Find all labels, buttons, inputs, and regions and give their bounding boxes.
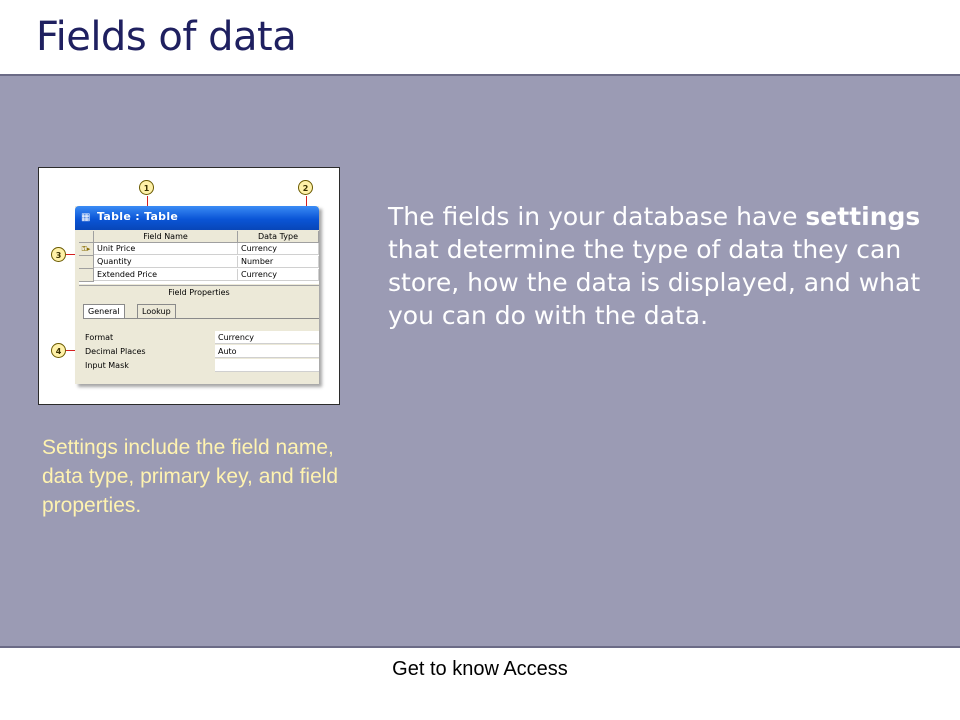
field-name-cell[interactable]: Quantity xyxy=(94,256,238,268)
data-type-header: Data Type xyxy=(238,231,319,243)
grid-header-selector xyxy=(79,231,94,243)
callout-3: 3 xyxy=(51,247,66,262)
field-properties-panel xyxy=(83,318,319,375)
field-name-header: Field Name xyxy=(94,231,238,243)
bottom-divider xyxy=(0,646,960,648)
body-text-rest: that determine the type of data they can store, how the data is displayed, and what you can do with the data. xyxy=(388,235,921,330)
row-selector xyxy=(79,269,94,282)
body-text-intro: The fields in your database have xyxy=(388,202,806,231)
property-value-input-mask[interactable] xyxy=(215,359,319,372)
callout-1: 1 xyxy=(139,180,154,195)
callout-4: 4 xyxy=(51,343,66,358)
callout-2: 2 xyxy=(298,180,313,195)
field-grid xyxy=(79,231,319,284)
data-type-cell[interactable]: Currency xyxy=(238,243,319,255)
key-icon: ⚿▸ xyxy=(79,243,94,256)
data-type-cell[interactable]: Currency xyxy=(238,269,319,281)
data-type-cell[interactable]: Number xyxy=(238,256,319,268)
field-properties-header: Field Properties xyxy=(79,285,319,299)
field-name-cell[interactable]: Unit Price xyxy=(94,243,238,255)
screenshot-caption: Settings include the field name, data type, primary key, and field properties. xyxy=(42,436,339,517)
window-title: Table : Table xyxy=(97,210,179,223)
row-selector xyxy=(79,256,94,269)
property-label-decimal-places: Decimal Places xyxy=(85,347,146,356)
table-icon: ▦ xyxy=(81,212,91,223)
property-label-format: Format xyxy=(85,333,114,342)
slide-title: Fields of data xyxy=(36,14,297,60)
slide-footer: Get to know Access xyxy=(392,658,568,680)
body-text-emphasis: settings xyxy=(805,202,921,231)
body-text xyxy=(388,200,928,332)
property-value-decimal-places[interactable]: Auto xyxy=(215,345,319,358)
tab-lookup[interactable]: Lookup xyxy=(137,304,176,318)
table-design-screenshot xyxy=(38,167,340,405)
property-label-input-mask: Input Mask xyxy=(85,361,129,370)
table-design-window xyxy=(75,206,319,384)
window-titlebar xyxy=(75,206,319,230)
tab-general[interactable]: General xyxy=(83,304,125,318)
property-value-format[interactable]: Currency xyxy=(215,331,319,344)
field-name-cell[interactable]: Extended Price xyxy=(94,269,238,281)
